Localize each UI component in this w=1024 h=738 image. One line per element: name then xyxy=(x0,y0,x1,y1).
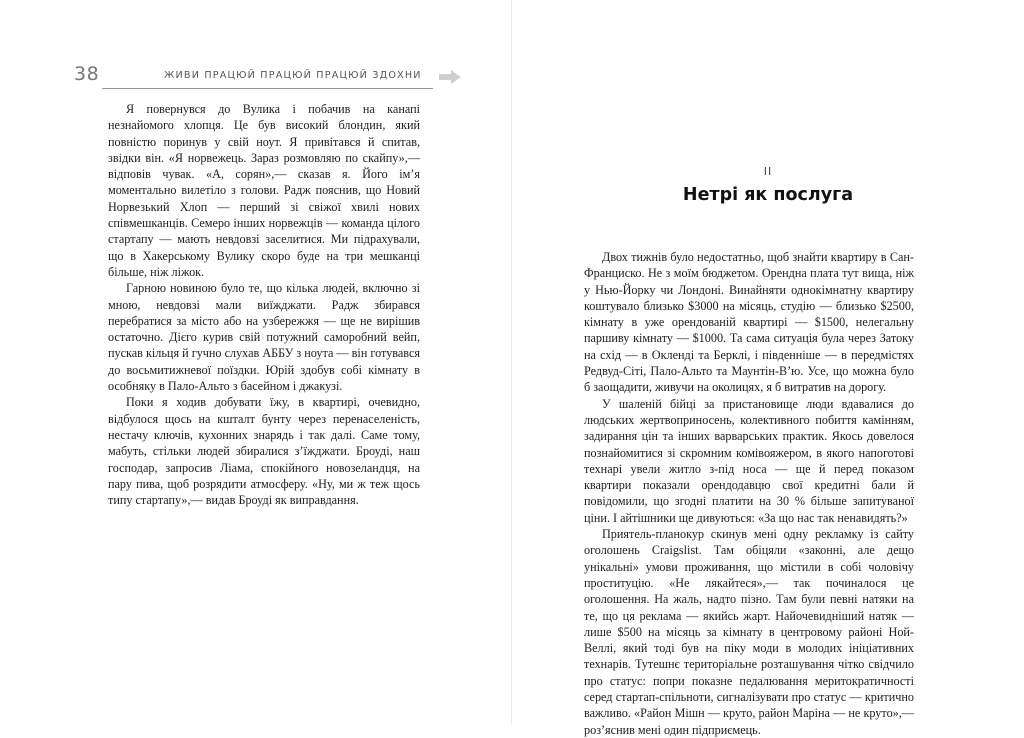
body-paragraph: Двох тижнів було недостатньо, щоб знайти квартиру в Сан-Франциско. Не з моїм бюджетом. Орендна плата тут вища, ніж у Нью-Йорку чи Лондоні. Винайняти однокімнатну квартиру коштувало близько $3000 на місяць, студію — близько $2500, кімнату в уже орендованій квартирі — $1500, нелегальну паршиву кімнату — $1000. Та сама ситуація була через Затоку на схід — в Окленді та Берклі, і південніше — в передмістях Редвуд-Сіті, Пало-Альто та Маунтін-В’ю. Усе, що можна було б заощадити, живучи на околицях, я б витратив на дорогу. xyxy=(584,250,914,395)
running-title: ЖИВИ ПРАЦЮЙ ПРАЦЮЙ ПРАЦЮЙ ЗДОХНИ xyxy=(164,70,422,81)
left-page xyxy=(0,0,512,724)
body-paragraph: Приятель-планокур скинув мені одну рекламку із сайту оголошень Craigslist. Там обіцяли «законні, але дещо унікальні» умови проживання, що містили в собі чоловічу проституцію. «Не лякайтеся»,— так починалося це оголошення. На жаль, надто пізно. Там були певні натяки на те, що ця реклама — якийсь жарт. Найочевидніший натяк — лише $500 на місяць за кімнату в центровому районі Ной-Веллі, який тоді був на піку моди в молодих ініціативних технарів. Тутешнє територіальне розташування чітко свідчило про статус: попри показне педалювання меритократичності серед стартап-спільноти, сигналізувати про статус — критично важливо. «Район Мішн — круто, район Марiна — не круто»,— роз’яснив мені один підприємець. xyxy=(584,527,914,737)
right-page-body xyxy=(584,249,914,738)
chapter-title: Нетрі як послуга xyxy=(682,185,854,205)
running-head xyxy=(74,63,466,90)
arrow-right-icon xyxy=(439,70,461,84)
body-paragraph: У шаленій бійці за пристановище люди вдавалися до людських жертвоприносень, колективного побиття камінням, задирання цін та інших варварських практик. Якось довелося познайомитися зі скромним комівояжером, в якого напоготові технарі увели житло з-під носа — ще й перед показом квартири показали орендодавцю свої кредитні бали й повідомили, що згодні платити на 30 % більше запитуваної ціни. І айтішники ще дивуються: «За що нас так ненавидять?» xyxy=(584,396,914,525)
body-paragraph: Гарною новиною було те, що кілька людей, включно зі мною, невдовзі мали виїжджати. Радж збирався перебратися за місто або на узбережжя — ще не вирішив остаточно. Дієго курив свій потужний саморобний вейп, пускав кільця й гучно слухав АББУ з ноута — він готувався до восьмитижневої поїздки. Юрій здобув собі кімнату в особняку в Пало-Альто з басейном і джакузі. xyxy=(108,281,420,394)
chapter-number: II xyxy=(763,165,773,178)
running-head-rule xyxy=(102,88,433,89)
page-number: 38 xyxy=(74,63,100,85)
body-paragraph: Я повернувся до Вулика і побачив на канапі незнайомого хлопця. Це був високий блондин, який повністю поринув у свій ноут. Я привітався й спитав, звідки він. «Я норвежець. Зараз розмовляю по скайпу»,— відповів чувак. «А, сорян»,— сказав я. Його ім’я моментально вилетіло з голови. Радж пояснив, що Новий Норвезький Хлоп — перший зі свіжої хвилі нових співмешканців. Семеро інших норвежців — команда цілого стартапу — мають невдовзі заселитися. Ми підрахували, що в Хакерському Вулику скоро буде на три мешканці більше, ніж ліжок. xyxy=(108,102,420,279)
left-page-body xyxy=(108,101,420,508)
body-paragraph: Поки я ходив добувати їжу, в квартирі, очевидно, відбулося щось на кшталт бунту через перенаселеність, нестачу ключів, кухонних знарядь і так далі. Саме тому, мабуть, стільки людей збиралися з’їжджати. Броуді, наш господар, запросив Ліама, спокійного новозеландця, на пару пива, щоб розрядити атмосферу. «Ну, ми ж теж щось типу стартапу»,— видав Броуді як виправдання. xyxy=(108,395,420,508)
right-page xyxy=(512,0,1024,737)
